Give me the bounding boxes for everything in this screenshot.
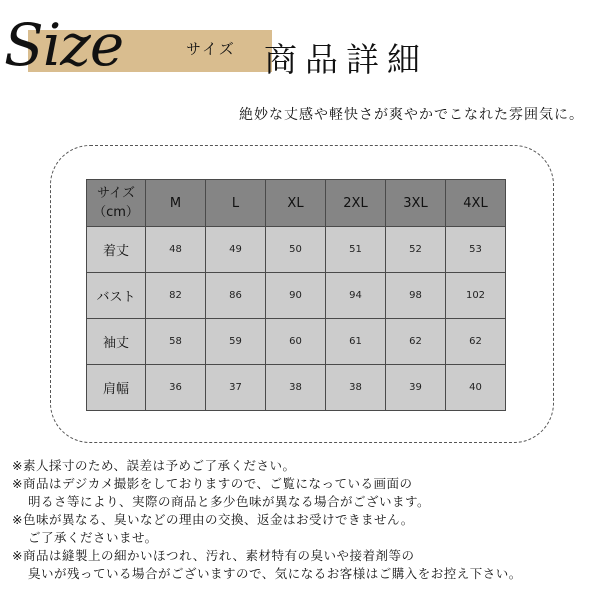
table-cell: 58 — [146, 319, 206, 365]
table-cell: 82 — [146, 273, 206, 319]
row-label: バスト — [87, 273, 146, 319]
note-line: ご了承くださいませ。 — [28, 530, 158, 545]
notes-list — [12, 457, 596, 583]
corner-label-line1: サイズ — [97, 186, 135, 201]
row-label: 袖丈 — [87, 319, 146, 365]
note-line: ※商品は縫製上の細かいほつれ、汚れ、素材特有の臭いや接着剤等の — [12, 548, 415, 563]
table-cell: 49 — [206, 227, 266, 273]
tagline: 絶妙な丈感や軽快さが爽やかでこなれた雰囲気に。 — [239, 107, 584, 123]
table-cell: 51 — [326, 227, 386, 273]
table-cell: 39 — [386, 365, 446, 411]
table-cell: 38 — [326, 365, 386, 411]
table-cell: 62 — [446, 319, 506, 365]
note-line: 明るさ等により、実際の商品と多少色味が異なる場合がございます。 — [28, 494, 431, 509]
note-line: ※色味が異なる、臭いなどの理由の交換、返金はお受けできません。 — [12, 512, 414, 527]
table-cell: 40 — [446, 365, 506, 411]
table-row — [87, 365, 506, 411]
table-cell: 37 — [206, 365, 266, 411]
table-cell: 38 — [266, 365, 326, 411]
table-cell: 62 — [386, 319, 446, 365]
table-cell: 52 — [386, 227, 446, 273]
size-column-header: XL — [266, 180, 326, 227]
note-line: ※商品はデジカメ撮影をしておりますので、ご覧になっている画面の — [12, 476, 413, 491]
size-table-header-row — [87, 180, 506, 227]
size-table-corner-cell — [87, 180, 146, 227]
table-cell: 94 — [326, 273, 386, 319]
row-label: 着丈 — [87, 227, 146, 273]
size-column-header: 2XL — [326, 180, 386, 227]
table-row — [87, 273, 506, 319]
corner-label-line2: （cm） — [93, 205, 139, 220]
page-title: 商品詳細 — [264, 40, 428, 79]
size-table — [86, 179, 506, 411]
size-column-header: 3XL — [386, 180, 446, 227]
header-script-title: Size — [4, 11, 124, 79]
table-cell: 61 — [326, 319, 386, 365]
table-cell: 48 — [146, 227, 206, 273]
header-kana-label: サイズ — [186, 40, 236, 58]
table-cell: 86 — [206, 273, 266, 319]
size-column-header: M — [146, 180, 206, 227]
size-column-header: 4XL — [446, 180, 506, 227]
table-cell: 98 — [386, 273, 446, 319]
table-cell: 60 — [266, 319, 326, 365]
table-row — [87, 227, 506, 273]
table-cell: 59 — [206, 319, 266, 365]
size-column-header: L — [206, 180, 266, 227]
row-label: 肩幅 — [87, 365, 146, 411]
table-cell: 53 — [446, 227, 506, 273]
table-cell: 36 — [146, 365, 206, 411]
table-cell: 90 — [266, 273, 326, 319]
table-row — [87, 319, 506, 365]
table-cell: 50 — [266, 227, 326, 273]
table-cell: 102 — [446, 273, 506, 319]
note-line: ※素人採寸のため、誤差は予めご了承ください。 — [12, 458, 296, 473]
note-line: 臭いが残っている場合がございますので、気になるお客様はご購入をお控え下さい。 — [28, 566, 522, 581]
